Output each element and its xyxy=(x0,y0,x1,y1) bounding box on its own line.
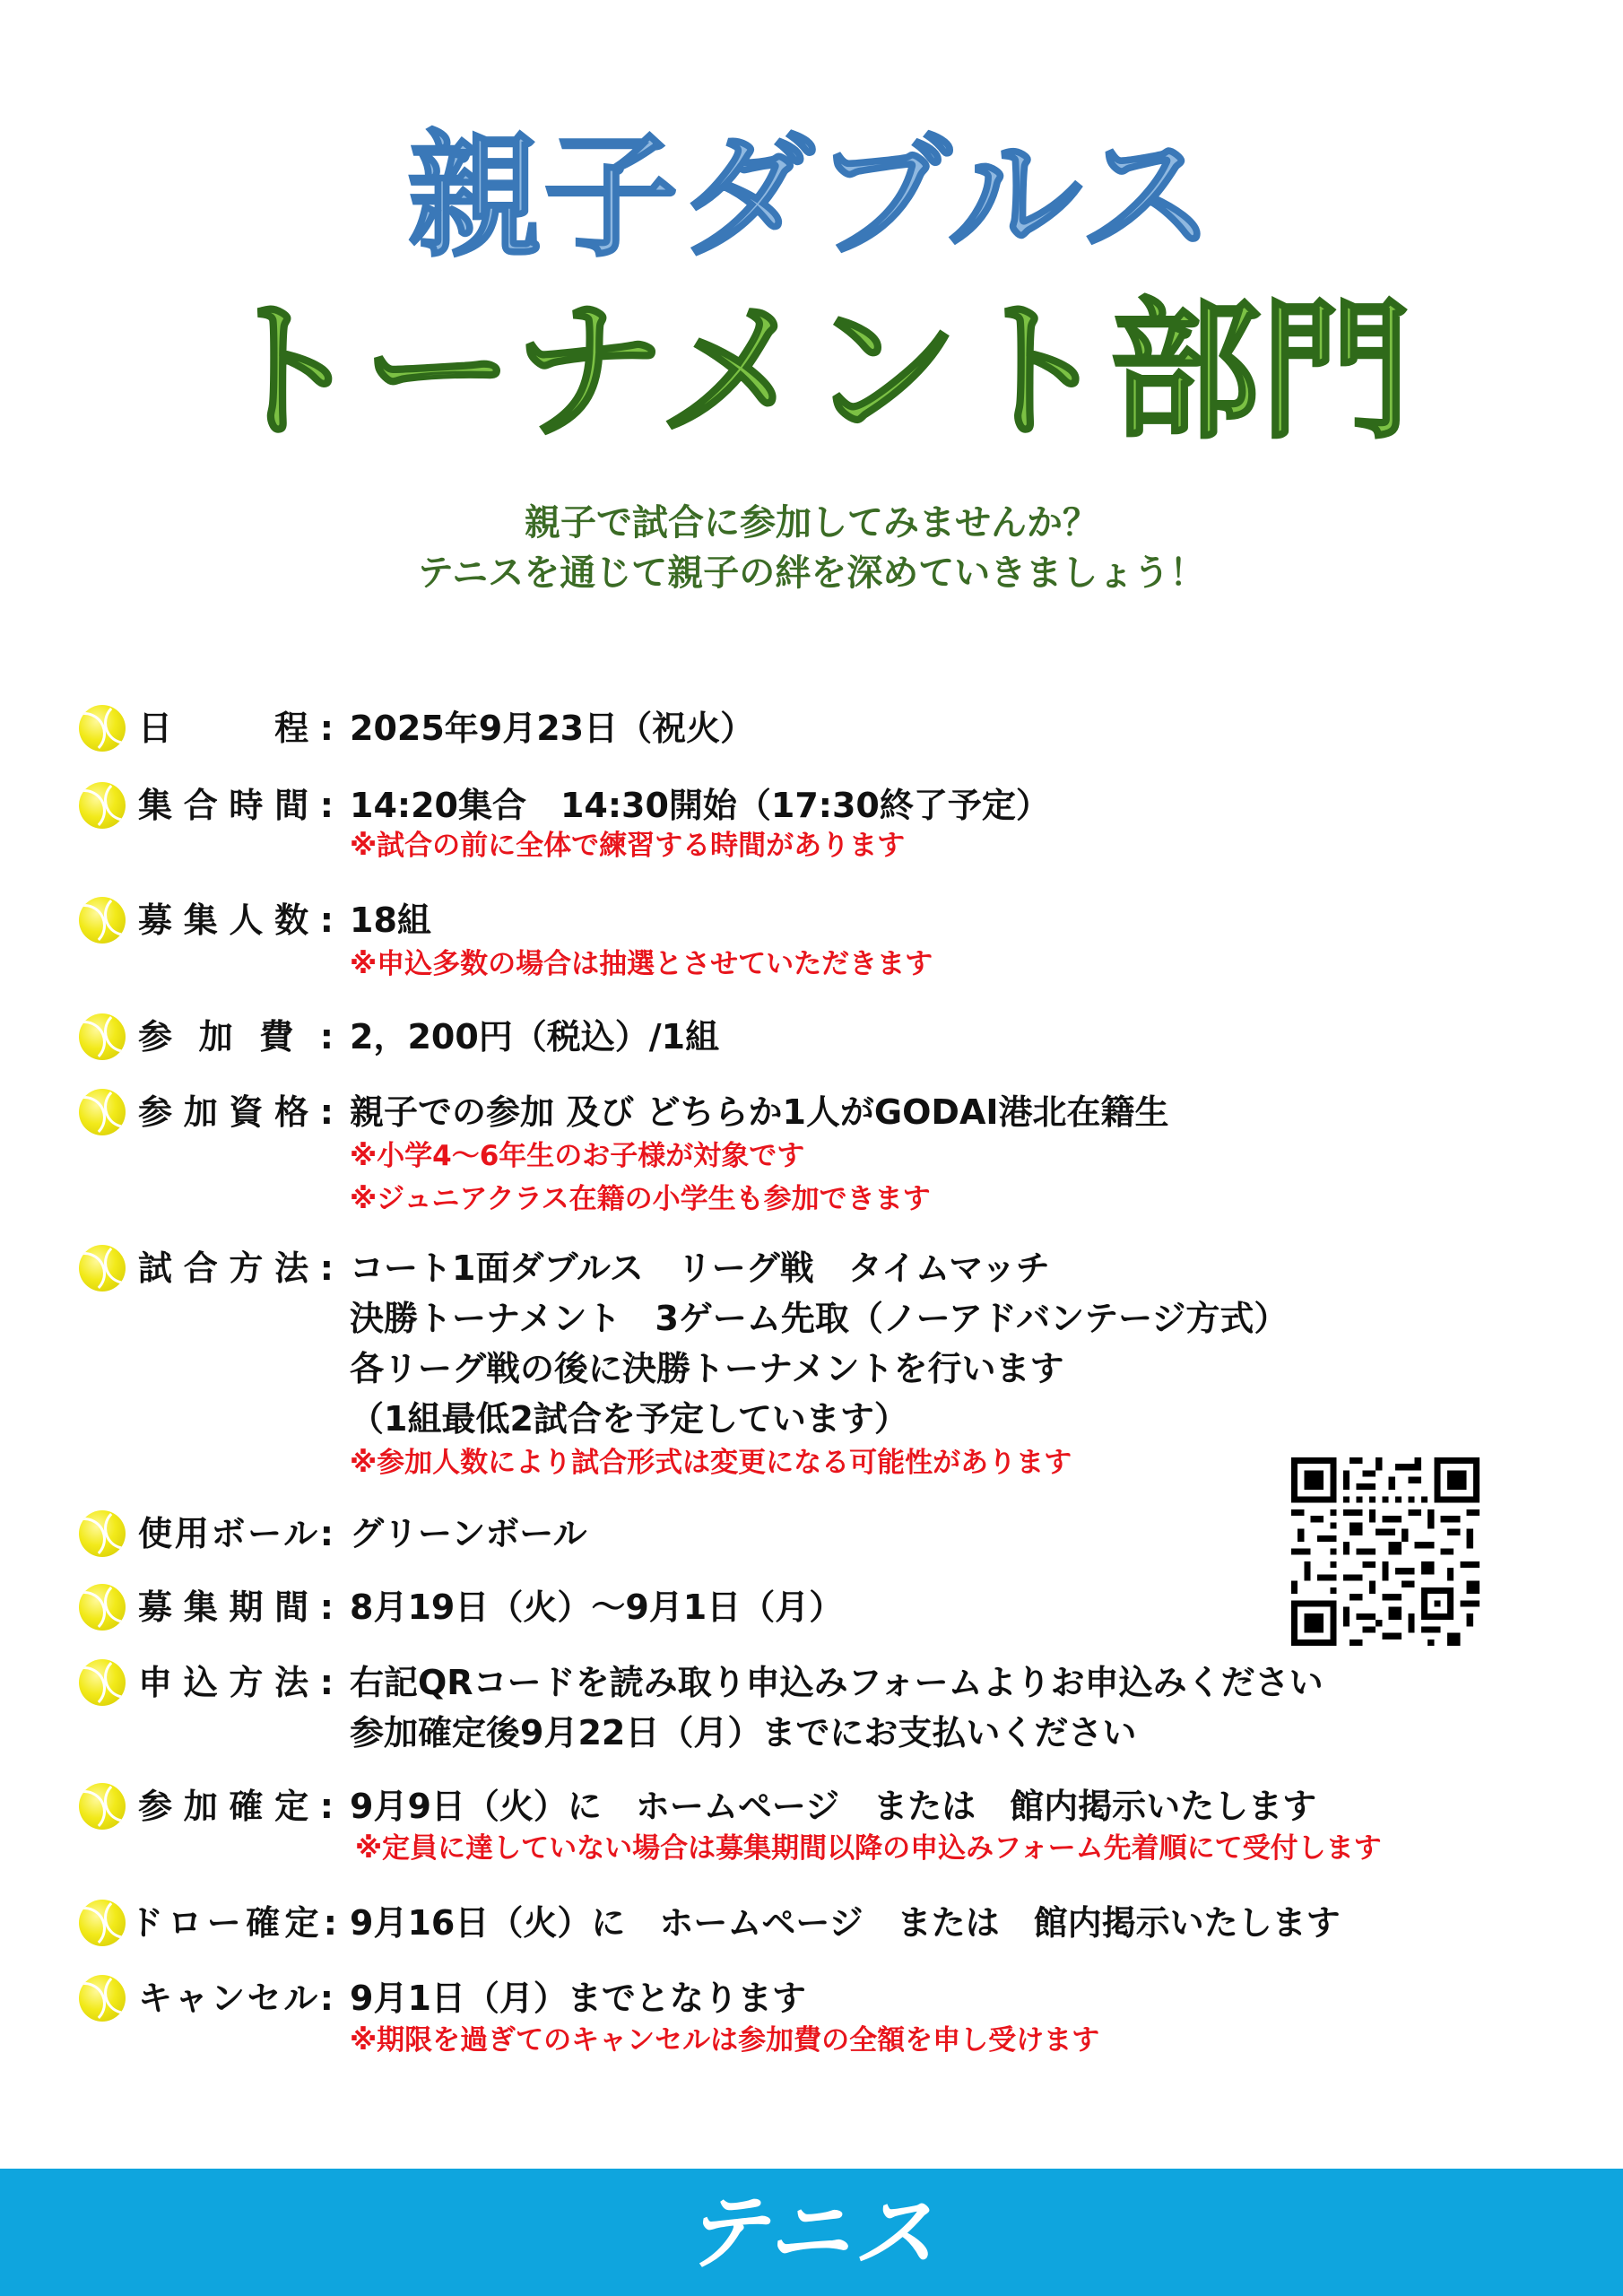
detail-line: 2，200円（税込）/1組 xyxy=(350,1017,720,1057)
tennis-ball-icon xyxy=(79,1975,126,2022)
detail-line: 9月16日（火）に ホームページ または 館内掲示いたします xyxy=(350,1903,1341,1943)
detail-label: 集合時間: xyxy=(138,786,334,825)
tennis-ball-icon xyxy=(79,1659,126,1706)
footer-bar xyxy=(0,2169,1623,2296)
detail-label: 募集期間: xyxy=(138,1587,334,1627)
detail-line: 右記QRコードを読み取り申込みフォームよりお申込みください xyxy=(350,1663,1324,1702)
detail-line: 参加確定後9月22日（月）までにお支払いください xyxy=(350,1713,1137,1752)
detail-line: 8月19日（火）〜9月1日（月） xyxy=(350,1587,844,1627)
detail-line: グリーンボール xyxy=(350,1514,587,1553)
detail-value xyxy=(350,1659,1324,1760)
note-line: ※参加人数により試合形式は変更になる可能性があります xyxy=(350,1447,1072,1479)
tennis-ball-icon xyxy=(79,1900,126,1946)
detail-value xyxy=(350,1783,1316,1833)
note-line: ※定員に達していない場合は募集期間以降の申込みフォーム先着順にて受付します xyxy=(355,1832,1382,1865)
detail-line: 各リーグ戦の後に決勝トーナメントを行います xyxy=(350,1349,1064,1388)
intro-line-2: テニスを通じて親子の絆を深めていきましょう！ xyxy=(417,552,1206,594)
title-line-2: トーナメント部門 xyxy=(212,283,1411,459)
detail-value xyxy=(350,1245,1288,1446)
detail-note xyxy=(350,944,933,987)
detail-line: 9月1日（月）までとなります xyxy=(350,1979,806,2018)
footer-logo-text: テニス xyxy=(683,2185,940,2281)
tennis-ball-icon xyxy=(79,1783,126,1830)
detail-label: 募集人数: xyxy=(138,900,334,940)
note-line: ※期限を過ぎてのキャンセルは参加費の全額を申し受けます xyxy=(350,2024,1100,2057)
intro-line-1: 親子で試合に参加してみませんか？ xyxy=(525,502,1098,544)
title-line-1: 親子ダブルス xyxy=(407,119,1216,275)
detail-label: キャンセル: xyxy=(138,1979,334,2018)
tennis-ball-icon xyxy=(79,1089,126,1135)
detail-value xyxy=(350,1584,843,1634)
detail-note xyxy=(350,1442,1072,1485)
tennis-ball-icon xyxy=(79,1013,126,1060)
detail-value xyxy=(350,1975,806,2025)
detail-line: 2025年9月23日（祝火） xyxy=(350,709,755,748)
detail-label: 参加確定: xyxy=(138,1787,334,1826)
tennis-ball-icon xyxy=(79,1245,126,1292)
note-line: ※小学4〜6年生のお子様が対象です xyxy=(350,1140,805,1172)
tennis-ball-icon xyxy=(79,705,126,752)
detail-label: 使用ボール: xyxy=(138,1514,334,1553)
detail-value xyxy=(350,1900,1341,1950)
qr-code-icon[interactable] xyxy=(1291,1457,1480,1646)
detail-note xyxy=(350,2020,1099,2063)
detail-line: コート1面ダブルス リーグ戦 タイムマッチ xyxy=(350,1248,1050,1288)
detail-label: 参加費: xyxy=(138,1017,334,1057)
tennis-ball-icon xyxy=(79,897,126,944)
detail-value xyxy=(350,705,754,755)
tennis-ball-icon xyxy=(79,782,126,829)
detail-line: （1組最低2試合を予定しています） xyxy=(350,1399,908,1439)
detail-line: 14:20集合 14:30開始（17:30終了予定） xyxy=(350,786,1050,825)
tennis-ball-icon xyxy=(79,1510,126,1557)
detail-note xyxy=(350,1135,931,1222)
detail-value xyxy=(350,897,431,947)
detail-line: 18組 xyxy=(350,900,431,940)
detail-label: 日 程: xyxy=(138,709,334,748)
detail-value xyxy=(350,1510,586,1561)
note-line: ※申込多数の場合は抽選とさせていただきます xyxy=(350,948,933,980)
note-line: ※試合の前に全体で練習する時間があります xyxy=(350,830,906,862)
note-line: ※ジュニアクラス在籍の小学生も参加できます xyxy=(350,1183,931,1215)
detail-value xyxy=(350,1013,719,1064)
detail-line: 親子での参加 及び どちらか1人がGODAI港北在籍生 xyxy=(350,1092,1169,1132)
detail-note xyxy=(355,1828,1382,1871)
detail-line: 9月9日（火）に ホームページ または 館内掲示いたします xyxy=(350,1787,1317,1826)
tennis-ball-icon xyxy=(79,1584,126,1631)
detail-label: 申込方法: xyxy=(138,1663,334,1702)
detail-label: ドロー確定: xyxy=(129,1903,337,1943)
detail-label: 試合方法: xyxy=(138,1248,334,1288)
detail-line: 決勝トーナメント 3ゲーム先取（ノーアドバンテージ方式） xyxy=(350,1299,1289,1338)
detail-note xyxy=(350,825,905,868)
detail-value xyxy=(350,1089,1169,1139)
detail-label: 参加資格: xyxy=(138,1092,334,1132)
